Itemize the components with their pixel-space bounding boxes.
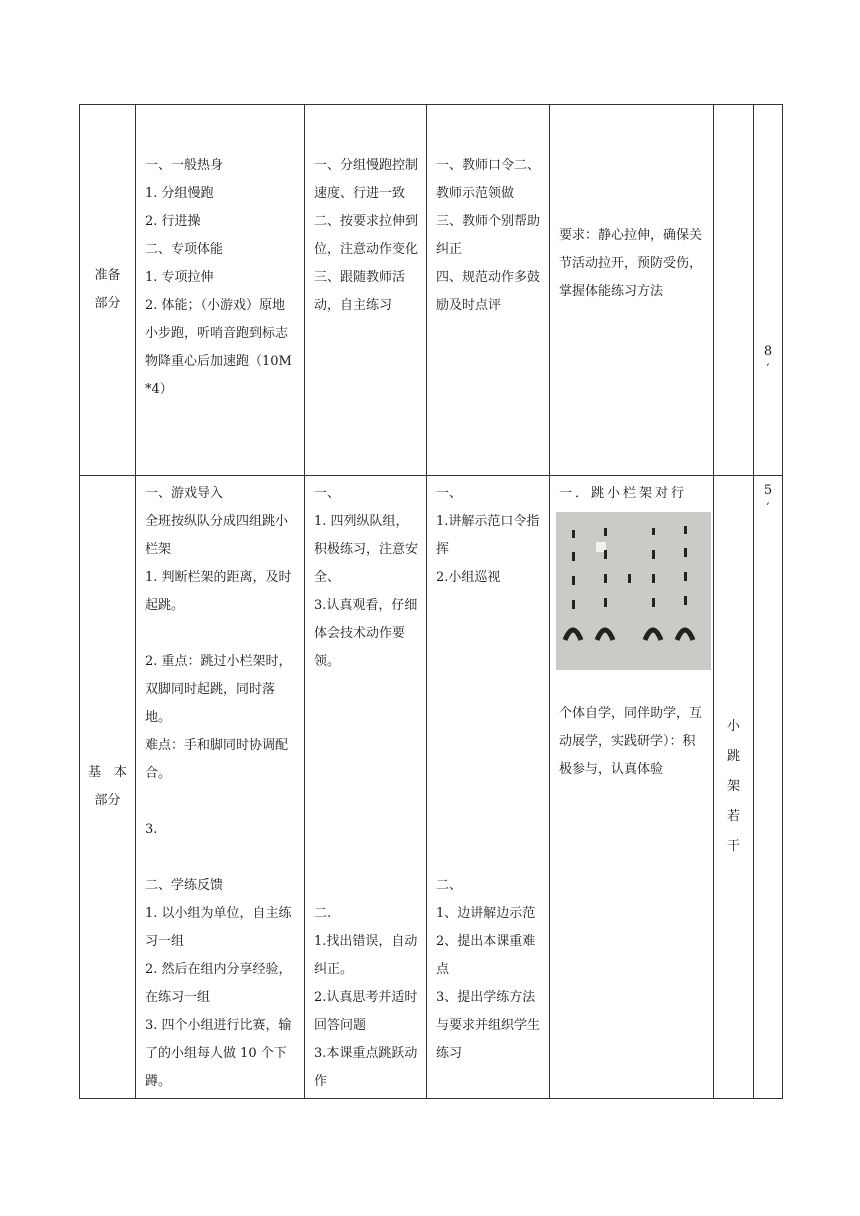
content-cell-basic: [136, 476, 305, 1099]
goal-title: 一．跳小栏架对行: [559, 486, 688, 501]
teacher-activity-text: 一、教师口令二、教师示范领做 三、教师个别帮助纠正 四、规范动作多鼓励及时点评: [436, 158, 541, 313]
time-cell-prep: [754, 105, 783, 476]
section-label-basic: [80, 476, 136, 1099]
goal-text: 个体自学，同伴助学，互动展学，实践研学）：积极参与，认真体验: [559, 706, 703, 777]
equipment-text: 小跳架若干: [726, 719, 740, 854]
content-cell-prep: [136, 105, 305, 476]
hurdle-drill-photo: [556, 512, 711, 670]
equipment-cell-basic: [714, 476, 754, 1099]
student-activity-text: 一、 1. 四列纵队组，积极练习，注意安全、 3.认真观看，仔细体会技术动作要领。 二. 1.找出错误，自动纠正。 2.认真思考并适时回答问题 3.本课重点跳跃动作: [314, 486, 419, 1089]
goal-cell-prep: [550, 105, 714, 476]
hurdle-layout-image: [556, 512, 711, 670]
goal-cell-basic: [550, 476, 714, 1099]
content-text: 一、一般热身 1. 分组慢跑 2. 行进操 二、专项体能 1. 专项拉伸 2. 体能；（小游戏）原地小步跑，听哨音跑到标志物降重心后加速跑（10M*4）: [145, 158, 292, 397]
teacher-activity-text: 一、 1.讲解示范口令指挥 2.小组巡视 二、 1、边讲解边示范 2、提出本课重难点 3、提出学练方法与要求并组织学生练习: [436, 486, 541, 1061]
teacher-cell-basic: [427, 476, 550, 1099]
time-text: 8 ′: [763, 344, 773, 377]
section-label-text: 准备 部分: [94, 268, 121, 311]
goal-text: 要求：静心拉伸，确保关节活动拉开，预防受伤，掌握体能练习方法: [559, 228, 703, 299]
content-text: 一、游戏导入 全班按纵队分成四组跳小栏架 1. 判断栏架的距离，及时起跳。 2. 重点：跳过小栏架时，双脚同时起跳，同时落地。 难点：手和脚同时协调配合。 3. 二、学练反馈 1. 以小组为单位，自主练习一组 2. 然后在组内分享经验，在练习一组 3. 四个小组进行比赛，输了的小组每人做 10 个下蹲。: [145, 486, 292, 1089]
table-row-prep: [80, 105, 783, 476]
student-activity-text: 一、分组慢跑控制速度、行进一致 二、按要求拉伸到位，注意动作变化 三、跟随教师活动，自主练习: [314, 158, 419, 313]
time-cell-basic: [754, 476, 783, 1099]
equipment-cell-prep: [714, 105, 754, 476]
lesson-plan-table: [79, 104, 783, 1099]
section-label-text: 基 本 部分: [87, 765, 127, 808]
student-cell-basic: [305, 476, 427, 1099]
teacher-cell-prep: [427, 105, 550, 476]
student-cell-prep: [305, 105, 427, 476]
section-label-prep: [80, 105, 136, 476]
time-text: 5 ′: [763, 483, 773, 516]
table-row-basic: [80, 476, 783, 1099]
